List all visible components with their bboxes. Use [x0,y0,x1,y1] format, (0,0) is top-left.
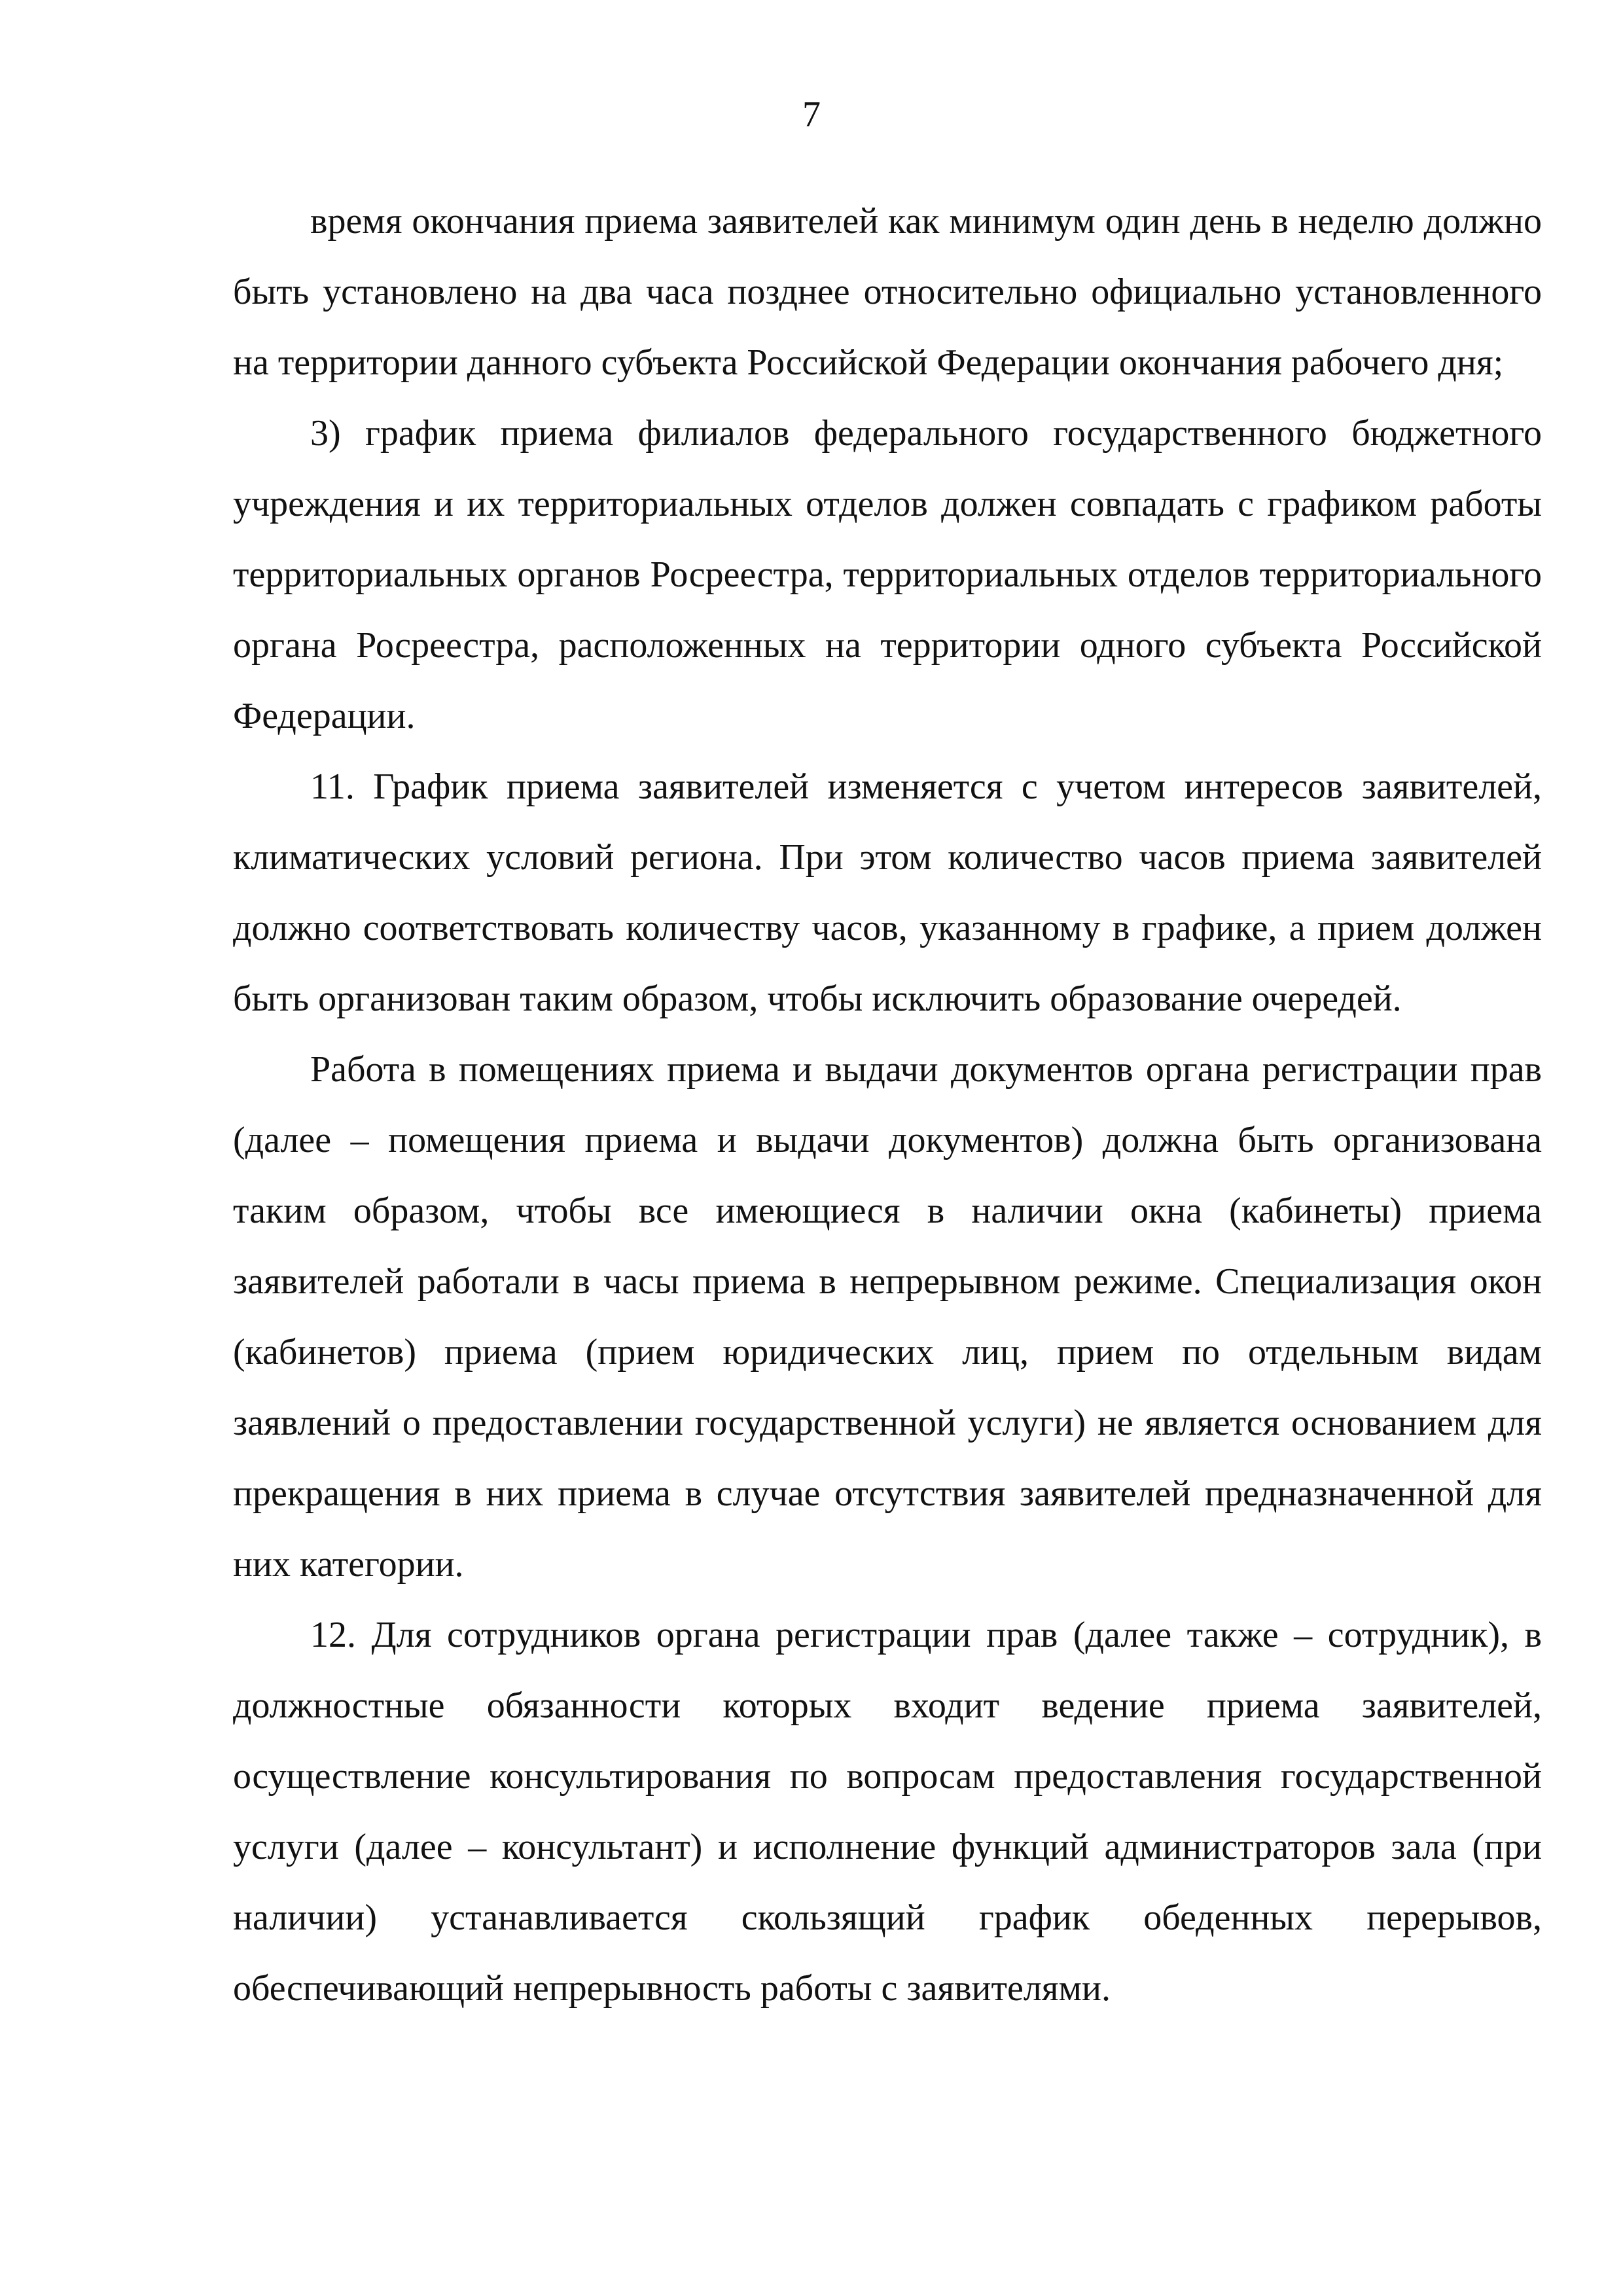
paragraph-section-12: 12. Для сотрудников органа регистрации прав (далее также – сотрудник), в должностные обязанности которых входит ведение приема заявителей, осуществление консультирования по вопросам предоставления государственной услуги (далее – консультант) и исполнение функций администраторов зала (при наличии) устанавливается скользящий график обеденных перерывов, обеспечивающий непрерывность работы с заявителями. [233,1615,1542,2009]
paragraph-section-11: 11. График приема заявителей изменяется с учетом интересов заявителей, климатических условий региона. При этом количество часов приема заявителей должно соответствовать количеству часов, указанному в графике, а прием должен быть организован таким образом, чтобы исключить образование очередей. [233,766,1542,1019]
paragraph-branch-schedule: 3) график приема филиалов федерального государственного бюджетного учреждения и их территориальных отделов должен совпадать с графиком работы территориальных органов Росреестра, территориальных отделов территориального органа Росреестра, расположенных на территории одного субъекта Российской Федерации. [233,413,1542,736]
page-number: 7 [802,94,821,135]
paragraph-closing-time: время окончания приема заявителей как минимум один день в неделю должно быть установлено на два часа позднее относительно официально установленного на территории данного субъекта Российской Федерации окончания рабочего дня; [233,201,1542,383]
paragraph-reception-rooms: Работа в помещениях приема и выдачи документов органа регистрации прав (далее – помещения приема и выдачи документов) должна быть организована таким образом, чтобы все имеющиеся в наличии окна (кабинеты) приема заявителей работали в часы приема в непрерывном режиме. Специализация окон (кабинетов) приема (прием юридических лиц, прием по отдельным видам заявлений о предоставлении государственной услуги) не является основанием для прекращения в них приема в случае отсутствия заявителей предназначенной для них категории. [233,1049,1542,1585]
document-body [233,186,1542,2024]
